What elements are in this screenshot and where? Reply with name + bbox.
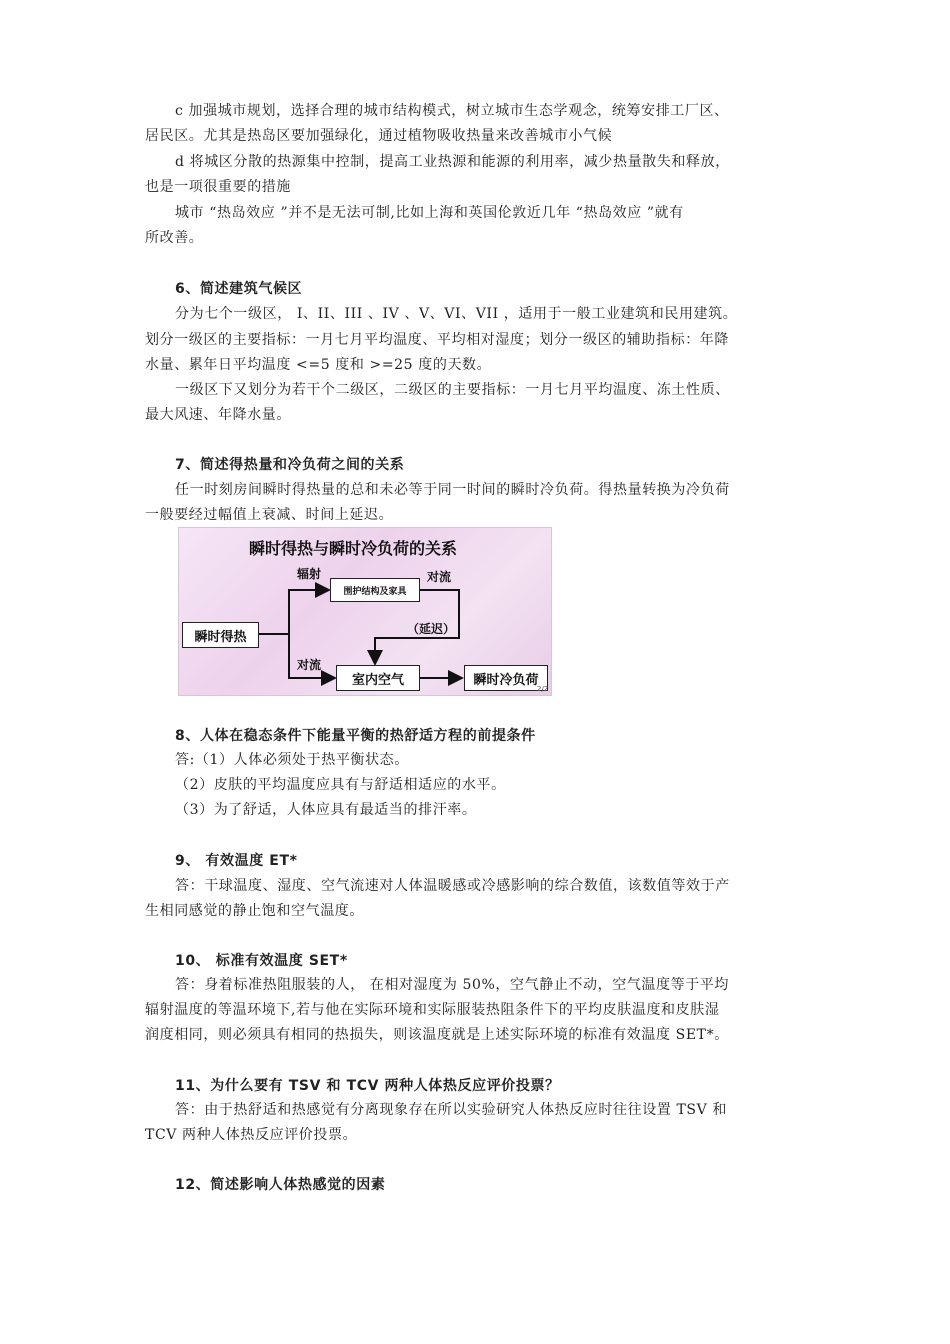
label-convection-bottom: 对流 bbox=[297, 658, 322, 672]
paragraph-line: 分为七个一级区， I、II、III 、IV 、V、VI、VII ，适用于一般工业建筑和民用建筑。 bbox=[175, 306, 738, 322]
paragraph-line: （2）皮肤的平均温度应具有与舒适相适应的水平。 bbox=[175, 777, 506, 793]
paragraph-line: 所改善。 bbox=[145, 230, 204, 246]
section-heading: 10、 标准有效温度 SET* bbox=[175, 953, 348, 969]
paragraph-line: 居民区。尤其是热岛区要加强绿化，通过植物吸收热量来改善城市小气候 bbox=[145, 128, 613, 144]
paragraph-line: 划分一级区的主要指标：一月七月平均温度、平均相对湿度；划分一级区的辅助指标：年降 bbox=[145, 332, 729, 348]
paragraph-line: c 加强城市规划，选择合理的城市结构模式，树立城市生态学观念，统筹安排工厂区、 bbox=[175, 103, 729, 119]
arrow-radiation bbox=[258, 590, 329, 634]
label-delay: （延迟） bbox=[407, 622, 456, 636]
section-heading: 9、 有效温度 ET* bbox=[175, 853, 298, 869]
paragraph-line: 答：干球温度、湿度、空气流速对人体温暖感或冷感影响的综合数值，该数值等效于产 bbox=[175, 878, 730, 894]
paragraph-line: TCV 两种人体热反应评价投票。 bbox=[145, 1127, 358, 1143]
diagram-title: 瞬时得热与瞬时冷负荷的关系 bbox=[249, 539, 458, 558]
paragraph-line: 也是一项很重要的措施 bbox=[145, 179, 291, 195]
box-indoor-air: 室内空气 bbox=[336, 665, 420, 691]
section-heading: 12、简述影响人体热感觉的因素 bbox=[175, 1177, 386, 1193]
paragraph-line: 最大风速、年降水量。 bbox=[145, 407, 291, 423]
paragraph-line: （3）为了舒适，人体应具有最适当的排汗率。 bbox=[175, 802, 477, 818]
paragraph-line: 答：身着标准热阻服装的人， 在相对湿度为 50%，空气静止不动，空气温度等于平均 bbox=[175, 977, 730, 993]
label-radiation: 辐射 bbox=[297, 567, 322, 581]
box-instant-cooling-load: 瞬时冷负荷 bbox=[464, 665, 548, 691]
paragraph-line: 一级区下又划分为若干个二级区，二级区的主要指标：一月七月平均温度、冻土性质、 bbox=[175, 382, 730, 398]
section-heading: 6、简述建筑气候区 bbox=[175, 281, 303, 297]
paragraph-line: 答：由于热舒适和热感觉有分离现象存在所以实验研究人体热反应时往往设置 TSV 和 bbox=[175, 1102, 727, 1118]
paragraph-line: 城市 “热岛效应 ”并不是无法可制,比如上海和英国伦敦近几年 “热岛效应 ”就有 bbox=[175, 205, 684, 221]
box-envelope-furniture: 围护结构及家具 bbox=[330, 578, 420, 602]
heat-gain-cooling-load-diagram bbox=[178, 527, 552, 696]
box-instant-heat-gain: 瞬时得热 bbox=[182, 622, 259, 648]
section-heading: 7、简述得热量和冷负荷之间的关系 bbox=[175, 457, 405, 473]
diagram-page-mark: 2/2 bbox=[537, 685, 549, 693]
section-heading: 11、为什么要有 TSV 和 TCV 两种人体热反应评价投票？ bbox=[175, 1078, 560, 1094]
paragraph-line: 生相同感觉的静止饱和空气温度。 bbox=[145, 903, 364, 919]
label-convection-top: 对流 bbox=[427, 570, 452, 584]
paragraph-line: 任一时刻房间瞬时得热量的总和未必等于同一时间的瞬时冷负荷。得热量转换为冷负荷 bbox=[175, 482, 730, 498]
paragraph-line: 一般要经过幅值上衰减、时间上延迟。 bbox=[145, 507, 394, 523]
section-heading: 8、人体在稳态条件下能量平衡的热舒适方程的前提条件 bbox=[175, 728, 536, 744]
paragraph-line: 辐射温度的等温环境下,若与他在实际环境和实际服装热阻条件下的平均皮肤温度和皮肤湿 bbox=[145, 1002, 720, 1018]
paragraph-line: 润度相同，则必须具有相同的热损失，则该温度就是上述实际环境的标准有效温度 SET*。 bbox=[145, 1027, 729, 1043]
paragraph-line: 答:（1）人体必须处于热平衡状态。 bbox=[175, 752, 409, 768]
paragraph-line: d 将城区分散的热源集中控制，提高工业热源和能源的利用率，减少热量散失和释放， bbox=[175, 154, 730, 170]
paragraph-line: 水量、累年日平均温度 <=5 度和 >=25 度的天数。 bbox=[145, 357, 492, 373]
